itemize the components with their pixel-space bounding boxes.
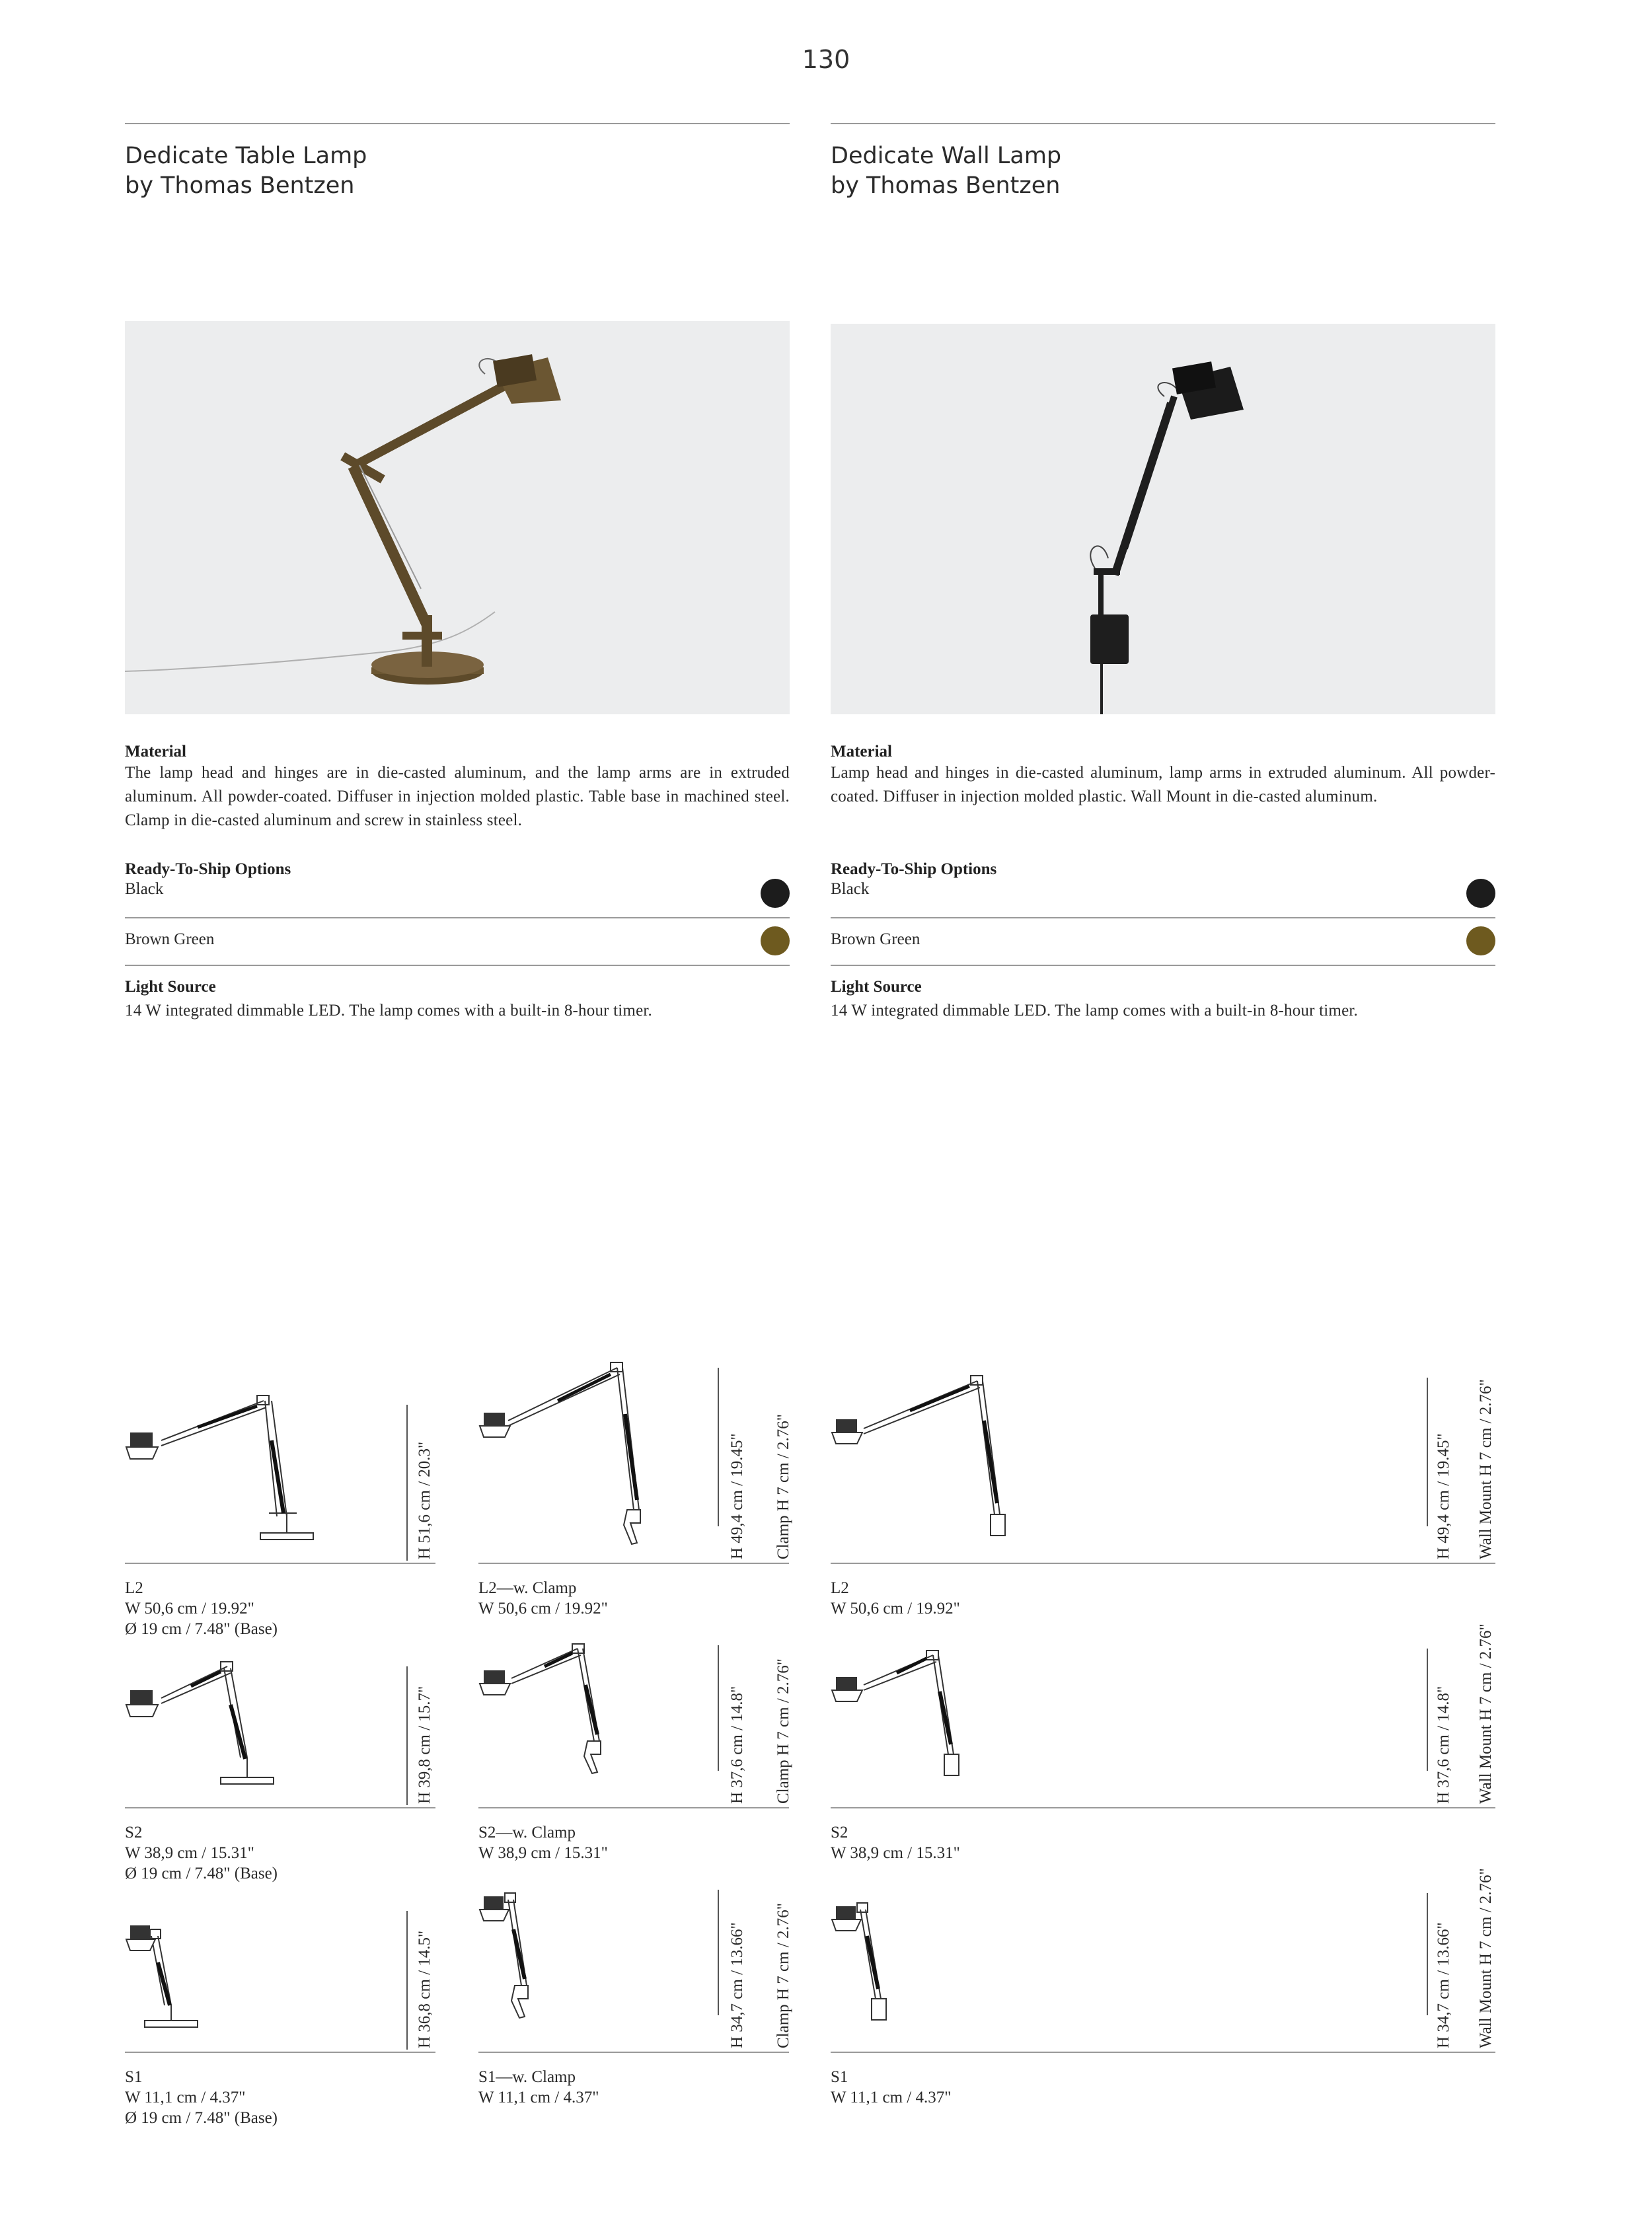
divider [831,123,1495,124]
variant-width: W 50,6 cm / 19.92" [831,1600,960,1617]
option-name: Brown Green [125,930,215,948]
dimension-height: H 49,4 cm / 19.45" [1435,1433,1452,1559]
product-table-lamp [125,0,790,1057]
color-swatch-brown-green [761,926,790,955]
dimension-height: H 34,7 cm / 13.66" [728,1922,746,2048]
variant-table-s1 [125,1837,435,2127]
variant-base: Ø 19 cm / 7.48" (Base) [125,1865,278,1882]
wall-lamp-s1-drawing [831,1837,1108,2050]
wall-lamp-image [831,324,1495,714]
variant-name: S2 [831,1824,848,1841]
variant-table-s2 [125,1592,435,1882]
divider [125,1807,435,1808]
variant-width: W 11,1 cm / 4.37" [125,2089,246,2106]
variant-name: L2 [831,1579,849,1597]
table-lamp-s2-drawing [125,1592,402,1805]
color-swatch-black [761,879,790,908]
option-name: Black [831,880,870,898]
divider [125,965,790,966]
product-title [125,141,367,201]
material-text: Lamp head and hinges in die-casted aluminum, lamp arms in extruded aluminum. All powder-coated. Diffuser in injection molded plastic. Wall Mount in die-casted aluminum. [831,764,1495,805]
dimension-line [1427,1378,1428,1526]
option-black [125,872,790,918]
material-label: Material [831,743,893,761]
divider [478,2052,789,2053]
clamp-lamp-s2-drawing [478,1592,756,1805]
variant-caption [478,2067,599,2108]
variant-wall-l2 [831,1348,1495,1617]
color-swatch-black [1466,879,1495,908]
wall-lamp-s2-drawing [831,1592,1108,1805]
dimension-height: H 49,4 cm / 19.45" [728,1433,746,1559]
variant-width: W 50,6 cm / 19.92" [125,1600,254,1617]
color-swatch-brown-green [1466,926,1495,955]
variant-name: L2 [125,1579,143,1597]
divider [125,2052,435,2053]
variant-clamp-s1 [478,1837,792,2106]
variant-clamp-l2 [478,1348,792,1617]
wall-lamp-l2-drawing [831,1348,1108,1561]
dimension-wall-mount: Wall Mount H 7 cm / 2.76" [1477,1623,1495,1804]
variant-wall-s1 [831,1837,1495,2106]
variant-clamp-s2 [478,1592,792,1862]
dimension-height: H 37,6 cm / 14.8" [728,1686,746,1804]
material-label: Material [125,743,187,761]
dimension-height: H 34,7 cm / 13.66" [1435,1922,1452,2048]
dimension-line [1427,1649,1428,1771]
dimension-height: H 39,8 cm / 15.7" [416,1686,433,1804]
divider [831,1807,1495,1808]
dimension-line [718,1890,719,2015]
variant-width: W 38,9 cm / 15.31" [478,1844,608,1862]
light-source-text: 14 W integrated dimmable LED. The lamp comes with a built-in 8-hour timer. [125,1002,652,1020]
table-lamp-image [125,321,790,714]
variant-width: W 11,1 cm / 4.37" [478,2089,599,2106]
variant-table-l2 [125,1348,435,1638]
dimension-line [1427,1893,1428,2015]
dimension-line [406,1666,408,1805]
dimension-line [406,1911,408,2050]
dimension-clamp: Clamp H 7 cm / 2.76" [774,1658,792,1804]
clamp-lamp-l2-drawing [478,1348,756,1561]
product-designer: by Thomas Bentzen [831,172,1061,199]
variant-width: W 38,9 cm / 15.31" [125,1844,254,1862]
material-text: The lamp head and hinges are in die-casted aluminum, and the lamp arms are in extruded aluminum. All powder-coated. Diffuser in injection molded plastic. Table base in machined steel. Clamp in die-casted aluminum and screw in stainless steel. [125,764,790,829]
table-lamp-s1-drawing [125,1837,402,2050]
option-brown-green [831,920,1495,966]
divider [831,1563,1495,1564]
options-label: Ready-To-Ship Options [831,860,997,878]
light-source-label: Light Source [831,978,922,996]
dimension-wall-mount: Wall Mount H 7 cm / 2.76" [1477,1379,1495,1559]
dimension-clamp: Clamp H 7 cm / 2.76" [774,1414,792,1559]
product-name: Dedicate Wall Lamp [831,143,1062,169]
variant-base: Ø 19 cm / 7.48" (Base) [125,1620,278,1638]
divider [125,1563,435,1564]
light-source-label: Light Source [125,978,216,996]
divider [831,917,1495,918]
dimension-clamp: Clamp H 7 cm / 2.76" [774,1903,792,2048]
variant-name: S1—w. Clamp [478,2068,576,2086]
dimension-wall-mount: Wall Mount H 7 cm / 2.76" [1477,1868,1495,2048]
table-lamp-l2-drawing [125,1348,402,1561]
dimension-height: H 51,6 cm / 20.3" [416,1441,433,1559]
variant-width: W 38,9 cm / 15.31" [831,1844,960,1862]
variant-name: S2—w. Clamp [478,1824,576,1841]
divider [125,917,790,918]
divider [478,1807,789,1808]
variant-width: W 50,6 cm / 19.92" [478,1600,608,1617]
dimension-height: H 36,8 cm / 14.5" [416,1930,433,2048]
variant-caption [125,2067,278,2128]
product-designer: by Thomas Bentzen [125,172,355,199]
clamp-lamp-s1-drawing [478,1837,756,2050]
option-black [831,872,1495,918]
divider [831,2052,1495,2053]
product-photo [831,324,1495,714]
variant-name: S2 [125,1824,143,1841]
divider [831,965,1495,966]
product-title [831,141,1061,201]
dimension-height: H 37,6 cm / 14.8" [1435,1686,1452,1804]
variant-name: S1 [125,2068,143,2086]
product-wall-lamp [831,0,1495,1057]
variant-name: S1 [831,2068,848,2086]
variant-name: L2—w. Clamp [478,1579,577,1597]
variant-wall-s2 [831,1592,1495,1862]
divider [125,123,790,124]
variant-caption [831,2067,951,2108]
product-name: Dedicate Table Lamp [125,143,367,169]
option-name: Black [125,880,164,898]
divider [478,1563,789,1564]
variant-width: W 11,1 cm / 4.37" [831,2089,952,2106]
option-brown-green [125,920,790,966]
product-photo [125,321,790,714]
dimension-line [718,1645,719,1771]
variant-base: Ø 19 cm / 7.48" (Base) [125,2109,278,2127]
option-name: Brown Green [831,930,920,948]
dimension-line [718,1368,719,1526]
light-source-text: 14 W integrated dimmable LED. The lamp comes with a built-in 8-hour timer. [831,1002,1358,1020]
options-label: Ready-To-Ship Options [125,860,291,878]
page-number: 130 [802,45,850,74]
dimension-line [406,1405,408,1561]
